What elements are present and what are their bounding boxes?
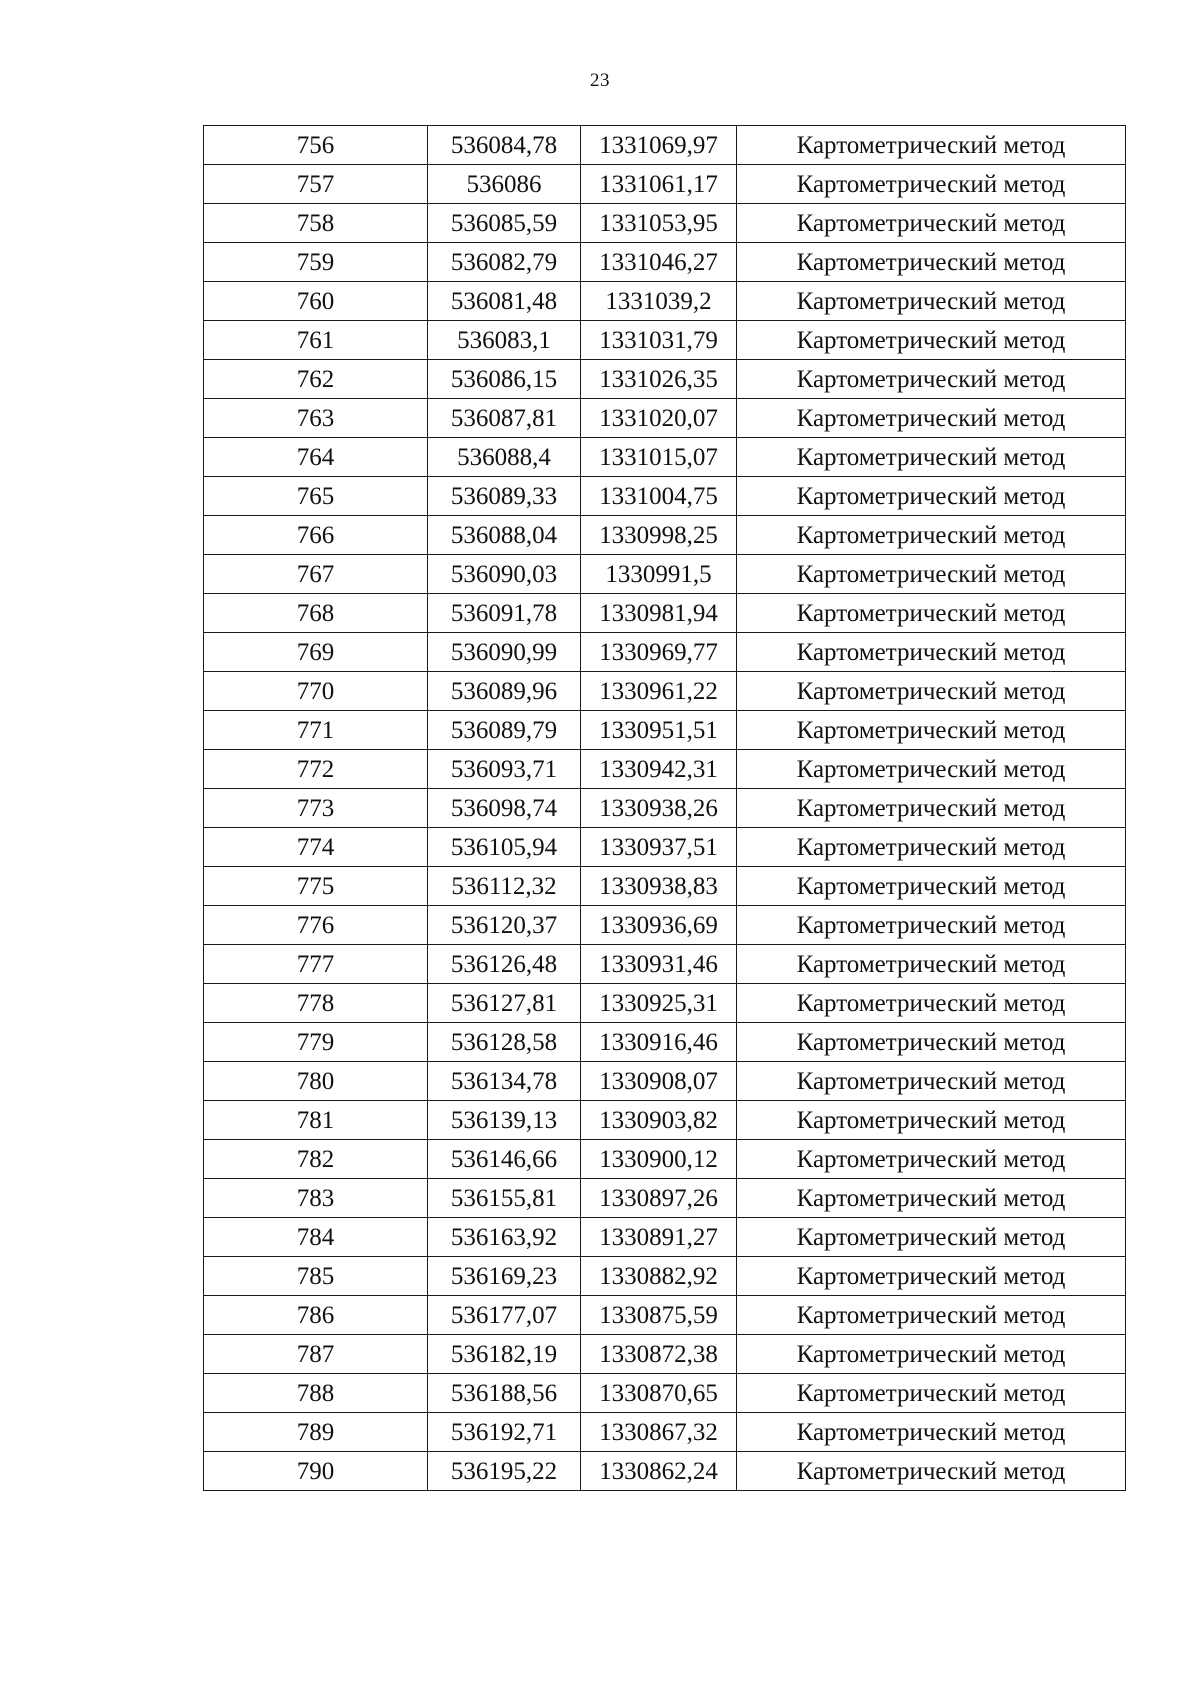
x-coordinate-cell: 536127,81 <box>428 984 581 1023</box>
method-cell: Картометрический метод <box>737 828 1126 867</box>
point-number-cell: 776 <box>204 906 428 945</box>
x-coordinate-cell: 536090,03 <box>428 555 581 594</box>
point-number-cell: 782 <box>204 1140 428 1179</box>
table-row <box>204 906 1126 945</box>
table-row <box>204 399 1126 438</box>
y-coordinate-cell: 1331039,2 <box>581 282 737 321</box>
y-coordinate-cell: 1330867,32 <box>581 1413 737 1452</box>
method-cell: Картометрический метод <box>737 1062 1126 1101</box>
table-row <box>204 477 1126 516</box>
method-cell: Картометрический метод <box>737 399 1126 438</box>
method-cell: Картометрический метод <box>737 906 1126 945</box>
y-coordinate-cell: 1330872,38 <box>581 1335 737 1374</box>
table-row <box>204 789 1126 828</box>
y-coordinate-cell: 1330903,82 <box>581 1101 737 1140</box>
method-cell: Картометрический метод <box>737 789 1126 828</box>
x-coordinate-cell: 536155,81 <box>428 1179 581 1218</box>
x-coordinate-cell: 536195,22 <box>428 1452 581 1491</box>
x-coordinate-cell: 536120,37 <box>428 906 581 945</box>
y-coordinate-cell: 1330937,51 <box>581 828 737 867</box>
method-cell: Картометрический метод <box>737 1179 1126 1218</box>
method-cell: Картометрический метод <box>737 1101 1126 1140</box>
table-row <box>204 984 1126 1023</box>
y-coordinate-cell: 1331020,07 <box>581 399 737 438</box>
method-cell: Картометрический метод <box>737 594 1126 633</box>
y-coordinate-cell: 1330938,83 <box>581 867 737 906</box>
y-coordinate-cell: 1330900,12 <box>581 1140 737 1179</box>
method-cell: Картометрический метод <box>737 1335 1126 1374</box>
point-number-cell: 767 <box>204 555 428 594</box>
method-cell: Картометрический метод <box>737 984 1126 1023</box>
method-cell: Картометрический метод <box>737 360 1126 399</box>
y-coordinate-cell: 1330938,26 <box>581 789 737 828</box>
x-coordinate-cell: 536089,33 <box>428 477 581 516</box>
point-number-cell: 772 <box>204 750 428 789</box>
point-number-cell: 757 <box>204 165 428 204</box>
y-coordinate-cell: 1331004,75 <box>581 477 737 516</box>
point-number-cell: 756 <box>204 126 428 165</box>
x-coordinate-cell: 536139,13 <box>428 1101 581 1140</box>
method-cell: Картометрический метод <box>737 243 1126 282</box>
x-coordinate-cell: 536090,99 <box>428 633 581 672</box>
x-coordinate-cell: 536091,78 <box>428 594 581 633</box>
point-number-cell: 781 <box>204 1101 428 1140</box>
point-number-cell: 762 <box>204 360 428 399</box>
point-number-cell: 777 <box>204 945 428 984</box>
y-coordinate-cell: 1330981,94 <box>581 594 737 633</box>
y-coordinate-cell: 1330875,59 <box>581 1296 737 1335</box>
y-coordinate-cell: 1330942,31 <box>581 750 737 789</box>
y-coordinate-cell: 1330862,24 <box>581 1452 737 1491</box>
method-cell: Картометрический метод <box>737 1023 1126 1062</box>
y-coordinate-cell: 1330925,31 <box>581 984 737 1023</box>
point-number-cell: 759 <box>204 243 428 282</box>
x-coordinate-cell: 536128,58 <box>428 1023 581 1062</box>
x-coordinate-cell: 536084,78 <box>428 126 581 165</box>
method-cell: Картометрический метод <box>737 1374 1126 1413</box>
table-row <box>204 1218 1126 1257</box>
method-cell: Картометрический метод <box>737 1257 1126 1296</box>
table-row <box>204 1374 1126 1413</box>
point-number-cell: 758 <box>204 204 428 243</box>
table-row <box>204 1179 1126 1218</box>
point-number-cell: 774 <box>204 828 428 867</box>
x-coordinate-cell: 536082,79 <box>428 243 581 282</box>
x-coordinate-cell: 536112,32 <box>428 867 581 906</box>
coordinates-table-body <box>204 126 1126 1491</box>
method-cell: Картометрический метод <box>737 126 1126 165</box>
y-coordinate-cell: 1330951,51 <box>581 711 737 750</box>
x-coordinate-cell: 536085,59 <box>428 204 581 243</box>
y-coordinate-cell: 1331031,79 <box>581 321 737 360</box>
y-coordinate-cell: 1331053,95 <box>581 204 737 243</box>
table-row <box>204 243 1126 282</box>
method-cell: Картометрический метод <box>737 1140 1126 1179</box>
y-coordinate-cell: 1330991,5 <box>581 555 737 594</box>
table-row <box>204 165 1126 204</box>
table-row <box>204 828 1126 867</box>
point-number-cell: 766 <box>204 516 428 555</box>
y-coordinate-cell: 1330870,65 <box>581 1374 737 1413</box>
table-row <box>204 1140 1126 1179</box>
table-row <box>204 204 1126 243</box>
method-cell: Картометрический метод <box>737 633 1126 672</box>
method-cell: Картометрический метод <box>737 1452 1126 1491</box>
x-coordinate-cell: 536192,71 <box>428 1413 581 1452</box>
table-row <box>204 516 1126 555</box>
table-row <box>204 1257 1126 1296</box>
method-cell: Картометрический метод <box>737 1296 1126 1335</box>
point-number-cell: 779 <box>204 1023 428 1062</box>
x-coordinate-cell: 536081,48 <box>428 282 581 321</box>
table-row <box>204 633 1126 672</box>
x-coordinate-cell: 536134,78 <box>428 1062 581 1101</box>
point-number-cell: 771 <box>204 711 428 750</box>
table-row <box>204 1062 1126 1101</box>
table-row <box>204 672 1126 711</box>
point-number-cell: 788 <box>204 1374 428 1413</box>
table-row <box>204 1023 1126 1062</box>
method-cell: Картометрический метод <box>737 672 1126 711</box>
x-coordinate-cell: 536087,81 <box>428 399 581 438</box>
method-cell: Картометрический метод <box>737 204 1126 243</box>
point-number-cell: 769 <box>204 633 428 672</box>
x-coordinate-cell: 536105,94 <box>428 828 581 867</box>
method-cell: Картометрический метод <box>737 321 1126 360</box>
point-number-cell: 761 <box>204 321 428 360</box>
x-coordinate-cell: 536088,04 <box>428 516 581 555</box>
point-number-cell: 784 <box>204 1218 428 1257</box>
coordinates-table <box>203 125 1126 1491</box>
table-row <box>204 555 1126 594</box>
table-row <box>204 1413 1126 1452</box>
x-coordinate-cell: 536163,92 <box>428 1218 581 1257</box>
point-number-cell: 789 <box>204 1413 428 1452</box>
x-coordinate-cell: 536083,1 <box>428 321 581 360</box>
method-cell: Картометрический метод <box>737 711 1126 750</box>
x-coordinate-cell: 536088,4 <box>428 438 581 477</box>
table-row <box>204 1296 1126 1335</box>
table-row <box>204 594 1126 633</box>
table-row <box>204 126 1126 165</box>
point-number-cell: 778 <box>204 984 428 1023</box>
table-row <box>204 1335 1126 1374</box>
x-coordinate-cell: 536098,74 <box>428 789 581 828</box>
y-coordinate-cell: 1330897,26 <box>581 1179 737 1218</box>
table-row <box>204 321 1126 360</box>
y-coordinate-cell: 1330931,46 <box>581 945 737 984</box>
point-number-cell: 768 <box>204 594 428 633</box>
point-number-cell: 780 <box>204 1062 428 1101</box>
y-coordinate-cell: 1331069,97 <box>581 126 737 165</box>
point-number-cell: 785 <box>204 1257 428 1296</box>
point-number-cell: 764 <box>204 438 428 477</box>
x-coordinate-cell: 536093,71 <box>428 750 581 789</box>
point-number-cell: 773 <box>204 789 428 828</box>
y-coordinate-cell: 1330908,07 <box>581 1062 737 1101</box>
method-cell: Картометрический метод <box>737 1218 1126 1257</box>
table-row <box>204 438 1126 477</box>
method-cell: Картометрический метод <box>737 750 1126 789</box>
x-coordinate-cell: 536086,15 <box>428 360 581 399</box>
method-cell: Картометрический метод <box>737 165 1126 204</box>
point-number-cell: 783 <box>204 1179 428 1218</box>
y-coordinate-cell: 1330882,92 <box>581 1257 737 1296</box>
point-number-cell: 763 <box>204 399 428 438</box>
table-row <box>204 1452 1126 1491</box>
table-row <box>204 867 1126 906</box>
point-number-cell: 790 <box>204 1452 428 1491</box>
method-cell: Картометрический метод <box>737 438 1126 477</box>
method-cell: Картометрический метод <box>737 516 1126 555</box>
y-coordinate-cell: 1331046,27 <box>581 243 737 282</box>
y-coordinate-cell: 1331015,07 <box>581 438 737 477</box>
method-cell: Картометрический метод <box>737 867 1126 906</box>
table-row <box>204 1101 1126 1140</box>
y-coordinate-cell: 1331061,17 <box>581 165 737 204</box>
table-row <box>204 945 1126 984</box>
point-number-cell: 760 <box>204 282 428 321</box>
method-cell: Картометрический метод <box>737 945 1126 984</box>
point-number-cell: 770 <box>204 672 428 711</box>
table-row <box>204 750 1126 789</box>
y-coordinate-cell: 1330961,22 <box>581 672 737 711</box>
x-coordinate-cell: 536182,19 <box>428 1335 581 1374</box>
x-coordinate-cell: 536177,07 <box>428 1296 581 1335</box>
method-cell: Картометрический метод <box>737 282 1126 321</box>
x-coordinate-cell: 536089,96 <box>428 672 581 711</box>
point-number-cell: 765 <box>204 477 428 516</box>
point-number-cell: 786 <box>204 1296 428 1335</box>
x-coordinate-cell: 536126,48 <box>428 945 581 984</box>
y-coordinate-cell: 1330916,46 <box>581 1023 737 1062</box>
x-coordinate-cell: 536188,56 <box>428 1374 581 1413</box>
table-row <box>204 711 1126 750</box>
y-coordinate-cell: 1330936,69 <box>581 906 737 945</box>
method-cell: Картометрический метод <box>737 1413 1126 1452</box>
x-coordinate-cell: 536146,66 <box>428 1140 581 1179</box>
y-coordinate-cell: 1331026,35 <box>581 360 737 399</box>
table-row <box>204 282 1126 321</box>
table-row <box>204 360 1126 399</box>
method-cell: Картометрический метод <box>737 555 1126 594</box>
y-coordinate-cell: 1330998,25 <box>581 516 737 555</box>
x-coordinate-cell: 536089,79 <box>428 711 581 750</box>
y-coordinate-cell: 1330969,77 <box>581 633 737 672</box>
point-number-cell: 787 <box>204 1335 428 1374</box>
method-cell: Картометрический метод <box>737 477 1126 516</box>
x-coordinate-cell: 536169,23 <box>428 1257 581 1296</box>
y-coordinate-cell: 1330891,27 <box>581 1218 737 1257</box>
x-coordinate-cell: 536086 <box>428 165 581 204</box>
page-number: 23 <box>590 70 610 91</box>
point-number-cell: 775 <box>204 867 428 906</box>
